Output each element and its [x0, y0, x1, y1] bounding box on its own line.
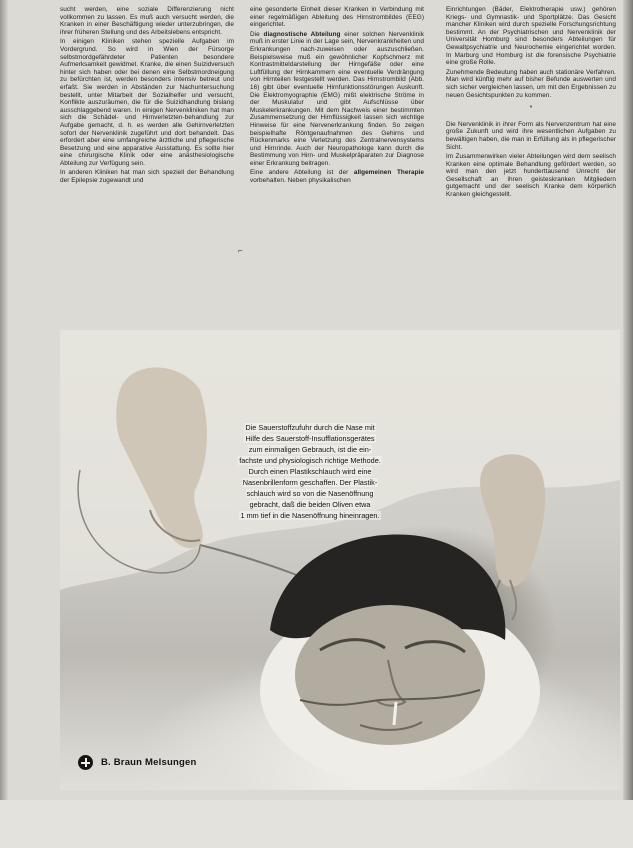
page-edge [623, 0, 633, 848]
page-gutter-shadow [0, 0, 8, 848]
caption-line: Durch einen Plastikschlauch wird eine [248, 467, 372, 476]
paragraph: sucht werden, eine soziale Differenzierung nicht vollkommen zu lassen. Es muß auch versucht werden, die Kranken in einer Beschäftigung wieder unterzubringen, die ihrer früheren Stellung und des Arbeitslebens entspricht. [60, 6, 234, 36]
caption-line: Hilfe des Sauerstoff-Insufflationsgerätes [245, 434, 375, 443]
text-column-2 [250, 6, 424, 187]
paragraph: In anderen Kliniken hat man sich speziell der Behandlung der Epilepsie zugewandt und [60, 169, 234, 185]
emphasis-term: diagnostische Abteilung [263, 30, 341, 38]
paragraph: Im Zusammenwirken vieler Abteilungen wird dem seelisch Kranken eine optimale Behandlung gefördert werden, so wird man den jetzt hunderttausend Unrecht der Gesellschaft an ihren geisteskranken Mitgliedern gutgemacht und der seelisch Kranke dem körperlich Kranken gleichgestellt. [446, 153, 616, 199]
paragraph: Die Nervenklinik in ihrer Form als Nervenzentrum hat eine große Zukunft und wird ihre wesentlichen Aufgaben zu bewältigen haben, die man in Erfüllung als in pflegerischer Sicht. [446, 120, 616, 151]
caption-line: Nasenbrillenform geschaffen. Der Plastik- [242, 478, 378, 487]
advertisement-photo [60, 330, 620, 790]
text-column-3 [446, 6, 616, 201]
paragraph: Die diagnostische Abteilung einer solchen Nervenklinik muß in erster Linie in der Lage sein, Nervenkrankheiten und Erkrankungen nach-zuweisen oder auszuschließen. Beispielsweise muß ein gewöhnlicher Kopfschmerz mit Kontrastmitteldarstellung der Hirngefäße oder eine Luftfüllung der Hirnkammern eine eventuelle Verdrängung von Hirnteilen festgestellt werden. Das Hirnstrombild (Abb. 16) gibt über eventuelle Hirnfunktionsstörungen Auskunft. Die Elektromyographie (EMG) mißt elektrische Ströme in der Muskulatur und gibt Aufschlüsse über Muskelerkrankungen. Mit dem Nachweis einer bestimmten Zusammensetzung der Hirnflüssigkeit lassen sich wichtige Hinweise für eine Nervenerkrankung finden. So zeigen beispielhafte Röntgenaufnahmen des Gehirns und Rückenmarks eine Verletzung des Zentralnervensystems und Hirnrinde. Auch der Neuropathologe kann durch die Bestimmung von Hirn- und Muskelpräparaten zur Diagnose einer Erkrankung beitragen. [250, 30, 424, 167]
caption-line: zum einmaligen Gebrauch, ist die ein- [248, 445, 372, 454]
section-divider: * [529, 105, 533, 113]
caption-line: gebracht, daß die beiden Oliven etwa [249, 500, 371, 509]
braun-cross-icon [78, 755, 93, 770]
caption-line: Die Sauerstoffzufuhr durch die Nase mit [245, 423, 375, 432]
page-margin [0, 800, 633, 848]
emphasis-term: allgemeinen Therapie [353, 169, 424, 177]
fold-mark: ⌐ [238, 246, 243, 255]
paragraph: Eine andere Abteilung ist der allgemeinen Therapie vorbehalten. Neben physikalischen [250, 169, 424, 185]
caption-line: schlauch wird so von die Nasenöffnung [246, 489, 374, 498]
patient-oxygen-illustration [60, 330, 620, 790]
text-column-1 [60, 6, 234, 187]
caption-line: fachste und physiologisch richtige Methode. [239, 456, 381, 465]
photo-caption [185, 422, 435, 521]
brand-mark [78, 755, 196, 770]
paragraph: eine gesonderte Einheit dieser Kranken in Verbindung mit einer regelmäßigen Ableitung des Hirnstrombildes (EEG) eingerichtet. [250, 6, 424, 29]
paragraph: Einrichtungen (Bäder, Elektrotherapie usw.) gehören Kriegs- und Gymnastik- und Sportplätze. Das Gesicht mancher Kliniken wird durch spezielle Forschungsrichtung bestimmt. An der Psychiatrischen und Nervenklinik der Universität Homburg sind besonders Abteilungen für Gewaltpsychiatrie und Neurochemie eingerichtet worden. In Marburg und Homburg ist die forensische Psychiatrie eine große Rolle. [446, 6, 616, 67]
caption-line: 1 mm tief in die Nasenöffnung hineinragen. [240, 511, 380, 520]
brand-name: B. Braun Melsungen [101, 757, 197, 768]
paragraph: In einigen Kliniken stehen spezielle Aufgaben im Vordergrund. So wird in Wien der Fürsorge selbstmordgefährdeter Patienten besondere Aufmerksamkeit gewidmet. Kranke, die einen Suizidversuch hinter sich haben oder bei denen eine Selbstmordneigung zu befürchten ist, werden besonders intensiv betreut und erfaßt. Sie werden in Abständen zur Nachuntersuchung bestellt, unter Mitarbeit der Sozialhelfer und versucht, Konflikte auszuräumen, die für die Suizidhandlung bislang ausschlaggebend waren. In einigen Nervenkliniken hat man sich die Schädel- und Hirnverletzten-behandlung zur Aufgabe gemacht, d. h. es werden alle Gehirnverletzten sofort der Nervenklinik zugeführt und dort behandelt. Das erfordert aber eine umfangreiche ärztliche und pflegerische Besetzung und eine apparative Ausstattung. Es sollte hier eine chirurgische Klinik oder eine anästhesiologische Abteilung zur Verfügung sein. [60, 38, 234, 167]
paragraph: Zunehmende Bedeutung haben auch stationäre Verfahren. Man wird künftig mehr auf bisher Befunde auswerten und sich sicher vergleichen lassen, um mit den Ergebnissen zu neuen Gesichtspunkten zu kommen. [446, 68, 616, 99]
